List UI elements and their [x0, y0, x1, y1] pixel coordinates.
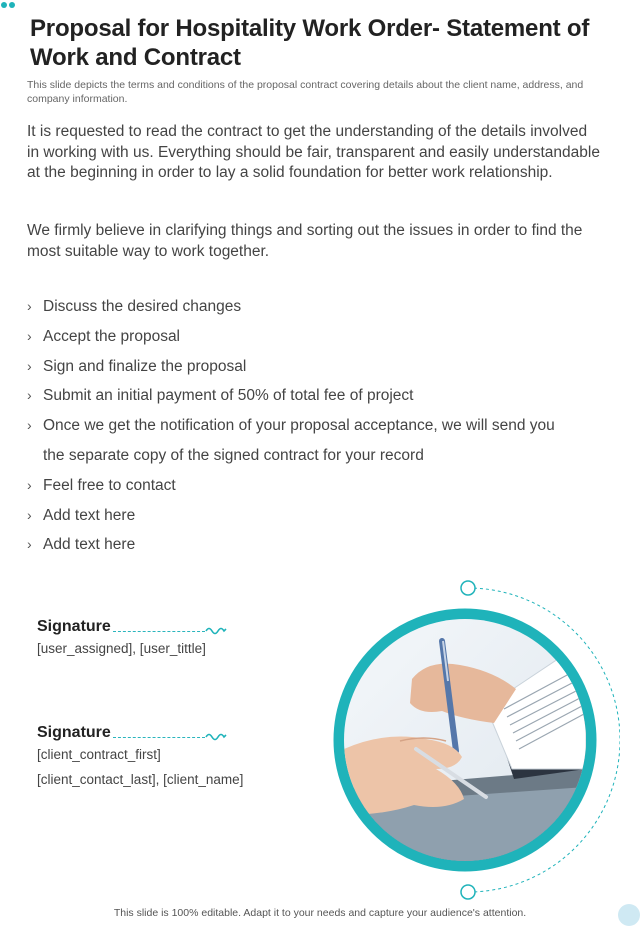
user-signature-block	[37, 612, 227, 661]
bullet-chevron-icon: ›	[27, 506, 32, 523]
signature-label: Signature	[37, 724, 111, 741]
list-item-text: Add text here	[43, 536, 136, 554]
list-item	[27, 471, 607, 501]
bullet-chevron-icon: ›	[27, 357, 32, 374]
signature-squiggle-icon	[205, 732, 227, 742]
list-item	[27, 441, 607, 471]
intro-paragraph: It is requested to read the contract to get the understanding of the details involved in working with us. Everything should be fair, transparent and easily understandable at the beginning in order to lay a solid foundation for better work relationship.	[27, 123, 600, 181]
corner-circle-decoration	[618, 904, 640, 926]
list-item-text: Discuss the desired changes	[43, 298, 242, 315]
list-item	[27, 411, 607, 441]
belief-paragraph: We firmly believe in clarifying things and sorting out the issues in order to find the most suitable way to work together.	[27, 222, 583, 260]
list-item	[27, 530, 607, 560]
list-item	[27, 322, 607, 352]
bullet-chevron-icon: ›	[27, 536, 32, 553]
signature-placeholder: [user_assigned], [user_tittle]	[37, 641, 206, 656]
list-item	[27, 352, 607, 382]
list-item-text: Once we get the notification of your proposal acceptance, we will send you	[43, 417, 555, 435]
footer-note: This slide is 100% editable. Adapt it to your needs and capture your audience's attention.	[113, 907, 527, 919]
bullet-chevron-icon: ›	[27, 387, 32, 404]
signature-placeholder: [client_contact_last], [client_name]	[37, 772, 244, 787]
list-item-text: Feel free to contact	[43, 476, 176, 494]
corner-dots-icon	[0, 0, 22, 10]
list-item-text: Submit an initial payment of 50% of total fee of project	[43, 387, 414, 405]
list-item-text: Add text here	[43, 506, 136, 524]
page-subtitle: This slide depicts the terms and conditions of the proposal contract covering details about the client name, address, and company information.	[27, 79, 584, 105]
signature-line[interactable]	[113, 737, 205, 738]
signature-squiggle-icon	[205, 626, 227, 636]
handshake-contract-photo	[344, 619, 586, 861]
list-item	[27, 292, 607, 322]
list-item-text: the separate copy of the signed contract for your record	[43, 446, 424, 464]
bullet-chevron-icon: ›	[27, 327, 32, 344]
bullet-chevron-icon: ›	[27, 417, 32, 434]
list-item	[27, 501, 607, 531]
client-signature-block	[37, 718, 243, 792]
list-item-text: Accept the proposal	[43, 327, 181, 345]
list-item	[27, 381, 607, 411]
signature-label: Signature	[37, 618, 111, 635]
page-title: Proposal for Hospitality Work Order- Statement of Work and Contract	[30, 15, 590, 71]
terms-list	[27, 292, 607, 560]
signature-line[interactable]	[113, 631, 205, 632]
list-item-text: Sign and finalize the proposal	[43, 357, 247, 375]
bullet-chevron-icon: ›	[27, 298, 32, 314]
bullet-chevron-icon: ›	[27, 476, 32, 493]
signature-placeholder: [client_contract_first]	[37, 747, 161, 762]
